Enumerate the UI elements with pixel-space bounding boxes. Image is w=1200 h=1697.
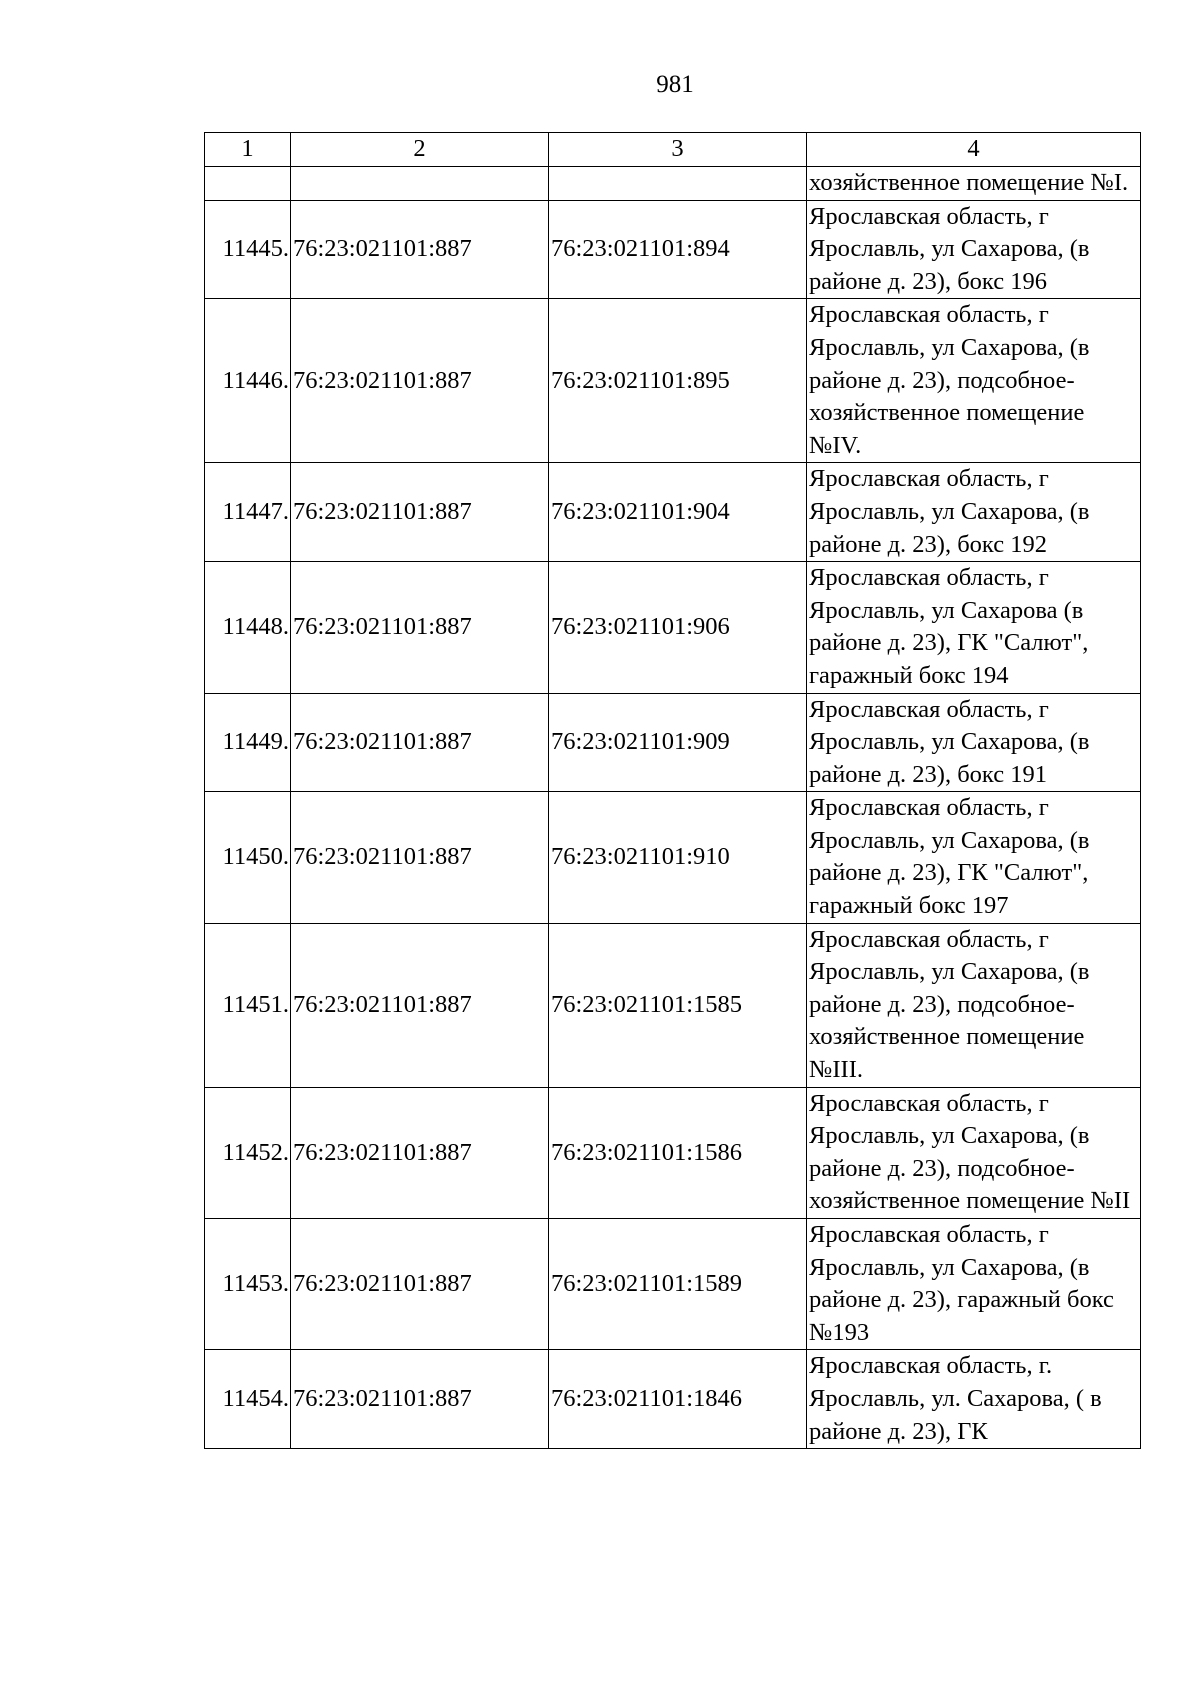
table-row [205,1087,1141,1218]
address: Ярославская область, г Ярославль, ул Сахарова, (в районе д. 23), подсобное-хозяйственное помещение №III. [807,923,1141,1087]
parent-cadastral-number: 76:23:021101:887 [291,1350,549,1449]
address: Ярославская область, г Ярославль, ул Сахарова, (в районе д. 23), подсобное-хозяйственное помещение №IV. [807,299,1141,463]
row-number: 11453. [205,1219,291,1350]
row-number: 11447. [205,463,291,562]
cadastral-number: 76:23:021101:894 [549,200,807,299]
table-row [205,923,1141,1087]
row-number: 11446. [205,299,291,463]
table-body [205,167,1141,1449]
address: Ярославская область, г. Ярославль, ул. Сахарова, ( в районе д. 23), ГК [807,1350,1141,1449]
column-header-4: 4 [807,133,1141,167]
table-row [205,693,1141,792]
table-row [205,299,1141,463]
column-header-2: 2 [291,133,549,167]
cadastral-number: 76:23:021101:910 [549,792,807,923]
table-row [205,792,1141,923]
table-header [205,133,1141,167]
parent-cadastral-number: 76:23:021101:887 [291,1087,549,1218]
column-header-1: 1 [205,133,291,167]
parent-cadastral-number: 76:23:021101:887 [291,299,549,463]
cadastral-number: 76:23:021101:1585 [549,923,807,1087]
row-number: 11454. [205,1350,291,1449]
cadastral-number: 76:23:021101:895 [549,299,807,463]
table-row [205,1219,1141,1350]
table-row [205,463,1141,562]
row-number: 11451. [205,923,291,1087]
address: Ярославская область, г Ярославль, ул Сахарова (в районе д. 23), ГК "Салют", гаражный бокс 194 [807,562,1141,693]
parent-cadastral-number: 76:23:021101:887 [291,463,549,562]
address: Ярославская область, г Ярославль, ул Сахарова, (в районе д. 23), гаражный бокс №193 [807,1219,1141,1350]
parent-cadastral-number: 76:23:021101:887 [291,200,549,299]
column-header-3: 3 [549,133,807,167]
address: Ярославская область, г Ярославль, ул Сахарова, (в районе д. 23), бокс 192 [807,463,1141,562]
table-row [205,200,1141,299]
registry-table [204,132,1141,1449]
address: хозяйственное помещение №I. [807,167,1141,201]
page-number: 981 [656,71,694,98]
cadastral-number: 76:23:021101:1589 [549,1219,807,1350]
parent-cadastral-number [291,167,549,201]
table-row [205,167,1141,201]
cadastral-number: 76:23:021101:904 [549,463,807,562]
address: Ярославская область, г Ярославль, ул Сахарова, (в районе д. 23), бокс 196 [807,200,1141,299]
address: Ярославская область, г Ярославль, ул Сахарова, (в районе д. 23), ГК "Салют", гаражный бокс 197 [807,792,1141,923]
row-number: 11450. [205,792,291,923]
cadastral-number: 76:23:021101:1586 [549,1087,807,1218]
table-row [205,562,1141,693]
address: Ярославская область, г Ярославль, ул Сахарова, (в районе д. 23), подсобное-хозяйственное помещение №II [807,1087,1141,1218]
parent-cadastral-number: 76:23:021101:887 [291,562,549,693]
row-number: 11452. [205,1087,291,1218]
cadastral-number: 76:23:021101:909 [549,693,807,792]
row-number [205,167,291,201]
row-number: 11449. [205,693,291,792]
parent-cadastral-number: 76:23:021101:887 [291,1219,549,1350]
row-number: 11448. [205,562,291,693]
header-row [205,133,1141,167]
parent-cadastral-number: 76:23:021101:887 [291,923,549,1087]
row-number: 11445. [205,200,291,299]
cadastral-number: 76:23:021101:906 [549,562,807,693]
parent-cadastral-number: 76:23:021101:887 [291,792,549,923]
table-row [205,1350,1141,1449]
parent-cadastral-number: 76:23:021101:887 [291,693,549,792]
cadastral-number: 76:23:021101:1846 [549,1350,807,1449]
cadastral-number [549,167,807,201]
address: Ярославская область, г Ярославль, ул Сахарова, (в районе д. 23), бокс 191 [807,693,1141,792]
